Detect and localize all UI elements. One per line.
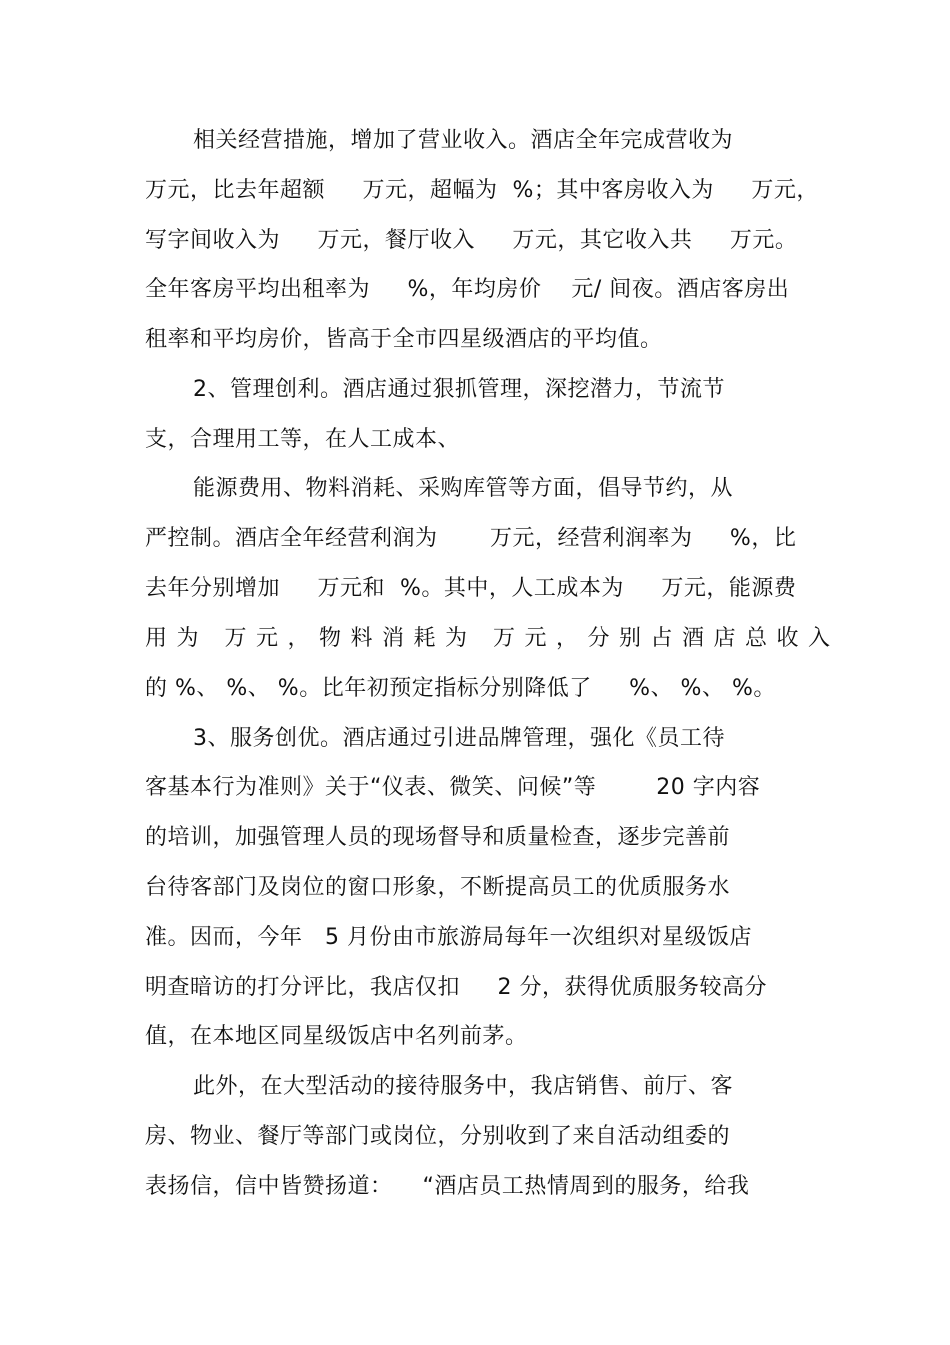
paragraph-1-line-1: 相关经营措施，增加了营业收入。酒店全年完成营收为 <box>193 128 734 153</box>
paragraph-2-line-5: 去年分别增加 万元和 %。其中，人工成本为 万元，能源费 <box>145 576 797 601</box>
paragraph-1-line-2: 万元，比去年超额 万元，超幅为 %；其中客房收入为 万元， <box>145 178 819 203</box>
paragraph-1-line-3: 写字间收入为 万元，餐厅收入 万元，其它收入共 万元。 <box>145 228 798 253</box>
paragraph-3-line-5: 准。因而，今年 5 月份由市旅游局每年一次组织对星级饭店 <box>145 925 752 950</box>
paragraph-2-line-2: 支，合理用工等，在人工成本、 <box>145 427 461 452</box>
paragraph-3-line-2: 客基本行为准则》关于“仪表、微笑、问候”等 20 字内容 <box>145 775 761 800</box>
paragraph-3-line-6: 明查暗访的打分评比，我店仅扣 2 分，获得优质服务较高分 <box>145 975 767 1000</box>
paragraph-3-line-7: 值，在本地区同星级饭店中名列前茅。 <box>145 1024 528 1049</box>
paragraph-4-line-2: 房、物业、餐厅等部门或岗位，分别收到了来自活动组委的 <box>145 1124 731 1149</box>
paragraph-3-line-1: 3、服务创优。酒店通过引进品牌管理，强化《员工待 <box>193 726 725 751</box>
paragraph-4-line-3: 表扬信，信中皆赞扬道： “酒店员工热情周到的服务，给我 <box>145 1174 750 1199</box>
paragraph-1-line-4: 全年客房平均出租率为 %，年均房价 元/ 间夜。酒店客房出 <box>145 277 790 302</box>
paragraph-2-line-1: 2、管理创利。酒店通过狠抓管理，深挖潜力，节流节 <box>193 377 725 402</box>
paragraph-2-line-4: 严控制。酒店全年经营利润为 万元，经营利润率为 %，比 <box>145 526 797 551</box>
paragraph-3-line-3: 的培训，加强管理人员的现场督导和质量检查，逐步完善前 <box>145 825 731 850</box>
paragraph-2-line-3: 能源费用、物料消耗、采购库管等方面，倡导节约，从 <box>193 476 734 501</box>
paragraph-4-line-1: 此外，在大型活动的接待服务中，我店销售、前厅、客 <box>193 1074 734 1099</box>
paragraph-3-line-4: 台待客部门及岗位的窗口形象，不断提高员工的优质服务水 <box>145 875 731 900</box>
paragraph-2-line-6: 用为 万元，物料消耗为 万元，分别占酒店总收入 <box>145 626 840 651</box>
paragraph-1-line-5: 租率和平均房价，皆高于全市四星级酒店的平均值。 <box>145 327 663 352</box>
paragraph-2-line-7: 的 %、 %、 %。比年初预定指标分别降低了 %、 %、 %。 <box>145 676 776 701</box>
